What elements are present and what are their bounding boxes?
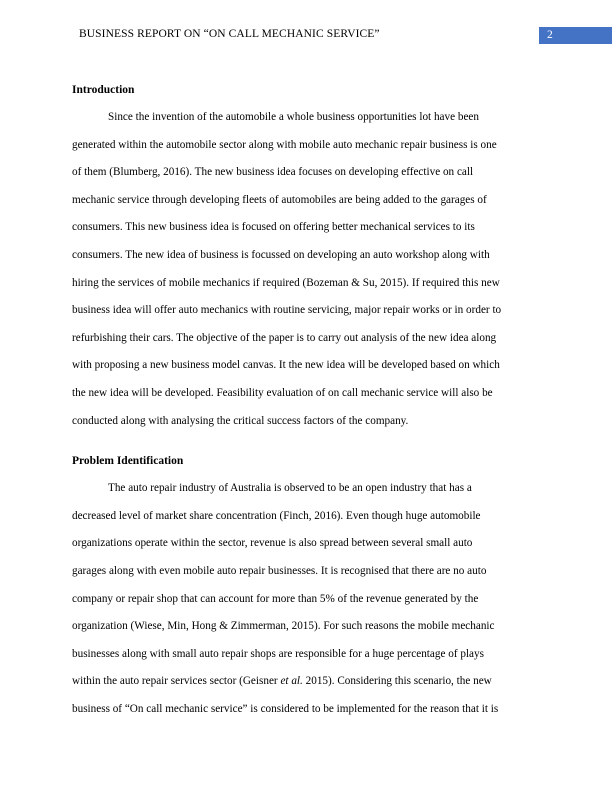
paragraph-line: consumers. The new idea of business is focussed on developing an auto workshop along with	[72, 249, 490, 261]
paragraph-line: of them (Blumberg, 2016). The new business idea focuses on developing effective on call	[72, 166, 474, 178]
paragraph-line: generated within the automobile sector along with mobile auto mechanic repair business is one	[72, 139, 497, 151]
paragraph-line: hiring the services of mobile mechanics if required (Bozeman & Su, 2015). If required this new	[72, 277, 500, 289]
citation-et-al: et al.	[280, 675, 303, 687]
paragraph-line: business of “On call mechanic service” is considered to be implemented for the reason that it is	[72, 703, 499, 715]
paragraph-text: within the auto repair services sector (Geisner	[72, 675, 281, 687]
section-heading-introduction: Introduction	[72, 84, 135, 96]
running-header-title: BUSINESS REPORT ON “ON CALL MECHANIC SERVICE”	[79, 28, 380, 40]
paragraph-line	[72, 675, 492, 687]
paragraph-line: businesses along with small auto repair shops are responsible for a huge percentage of plays	[72, 648, 484, 660]
page-number-badge: 2	[539, 27, 612, 44]
paragraph-line: organizations operate within the sector, revenue is also spread between several small auto	[72, 537, 473, 549]
paragraph-line: The auto repair industry of Australia is observed to be an open industry that has a	[108, 482, 472, 494]
paragraph-line: mechanic service through developing fleets of automobiles are being added to the garages of	[72, 194, 487, 206]
paragraph-line: Since the invention of the automobile a whole business opportunities lot have been	[108, 111, 479, 123]
paragraph-line: consumers. This new business idea is focused on offering better mechanical services to its	[72, 221, 475, 233]
paragraph-line: with proposing a new business model canvas. It the new idea will be developed based on which	[72, 359, 500, 371]
paragraph-line: refurbishing their cars. The objective of the paper is to carry out analysis of the new idea along	[72, 332, 497, 344]
paragraph-line: garages along with even mobile auto repair businesses. It is recognised that there are no auto	[72, 565, 487, 577]
paragraph-line: decreased level of market share concentration (Finch, 2016). Even though huge automobile	[72, 510, 481, 522]
paragraph-text: 2015). Considering this scenario, the new	[302, 675, 492, 687]
paragraph-line: conducted along with analysing the critical success factors of the company.	[72, 415, 409, 427]
paragraph-line: business idea will offer auto mechanics with routine servicing, major repair works or in order to	[72, 304, 502, 316]
paragraph-line: the new idea will be developed. Feasibility evaluation of on call mechanic service will also be	[72, 387, 493, 399]
paragraph-line: organization (Wiese, Min, Hong & Zimmerman, 2015). For such reasons the mobile mechanic	[72, 620, 495, 632]
section-heading-problem-identification: Problem Identification	[72, 455, 184, 467]
paragraph-line: company or repair shop that can account for more than 5% of the revenue generated by the	[72, 593, 479, 605]
